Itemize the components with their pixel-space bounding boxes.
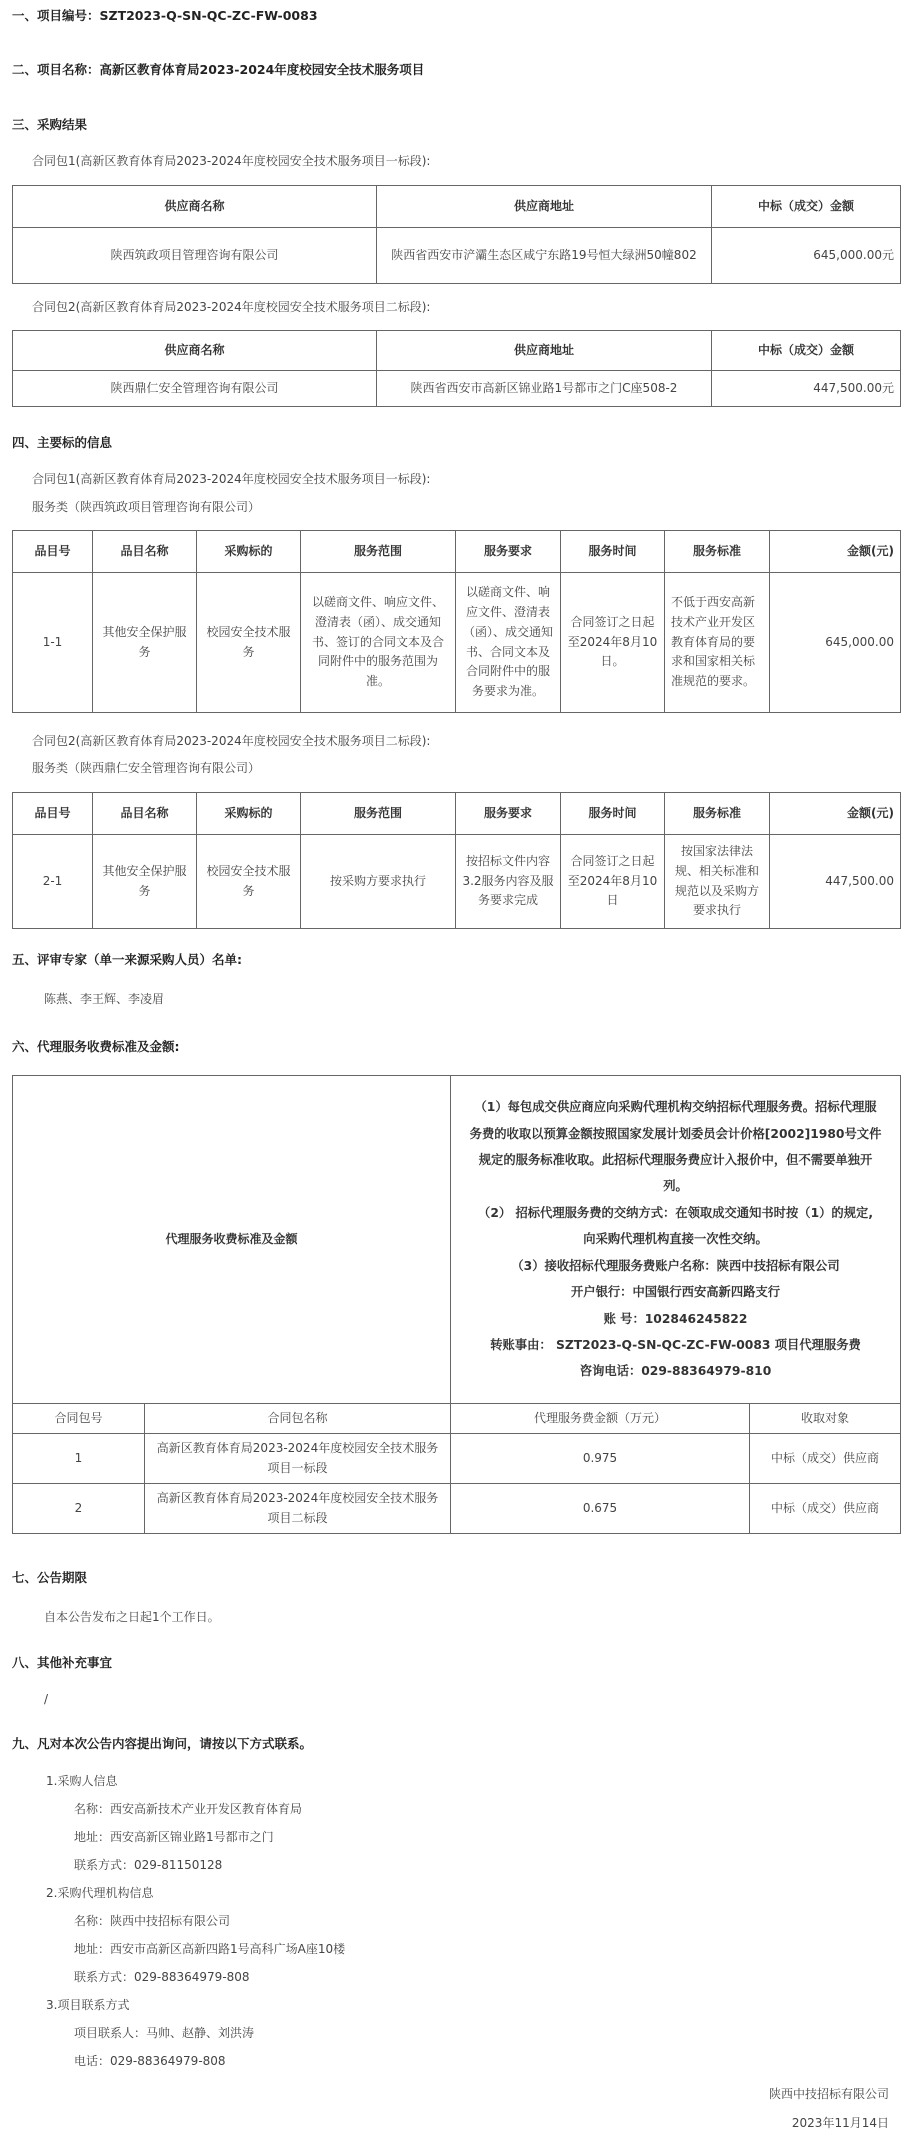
supplier-name: 陕西鼎仁安全管理咨询有限公司 [13, 371, 377, 407]
buyer-phone: 联系方式：029-81150128 [74, 1858, 223, 1872]
th-award-amount: 中标（成交）金额 [712, 186, 901, 228]
s4-pkg2-table [12, 792, 901, 929]
th-service-requirement: 服务要求 [456, 531, 561, 573]
project-name-label: 二、项目名称： [12, 62, 100, 77]
service-requirement: 以磋商文件、响应文件、澄清表（函）、成交通知书、合同文本及合同附件中的服务要求为准。 [456, 573, 561, 713]
section-7-title: 七、公告期限 [12, 1570, 88, 1585]
supplier-address: 陕西省西安市高新区锦业路1号都市之门C座508-2 [377, 371, 712, 407]
fee-standard-label: 代理服务收费标准及金额 [13, 1076, 451, 1404]
service-time: 合同签订之日起至2024年8月10日。 [561, 573, 665, 713]
th-service-scope: 服务范围 [301, 793, 456, 835]
package-name: 高新区教育体育局2023-2024年度校园安全技术服务项目二标段 [145, 1484, 451, 1534]
fee-amount: 0.975 [451, 1434, 750, 1484]
s4-pkg1-category: 服务类（陕西筑政项目管理咨询有限公司） [32, 500, 261, 514]
agent-address: 地址：西安市高新区高新四路1号高科广场A座10楼 [74, 1942, 346, 1956]
th-item-no: 品目号 [13, 793, 93, 835]
service-scope: 以磋商文件、响应文件、澄清表（函）、成交通知书、签订的合同文本及合同附件中的服务范围为准。 [301, 573, 456, 713]
fee-line: 开户银行：中国银行西安高新四路支行 [570, 1285, 781, 1300]
th-item-name: 品目名称 [93, 531, 197, 573]
package-name: 高新区教育体育局2023-2024年度校园安全技术服务项目一标段 [145, 1434, 451, 1484]
section-6-title: 六、代理服务收费标准及金额: [12, 1039, 180, 1054]
th-supplier-name: 供应商名称 [13, 186, 377, 228]
th-service-requirement: 服务要求 [456, 793, 561, 835]
th-supplier-address: 供应商地址 [377, 331, 712, 371]
notice-period: 自本公告发布之日起1个工作日。 [44, 1610, 220, 1624]
award-amount: 645,000.00元 [712, 228, 901, 284]
th-supplier-name: 供应商名称 [13, 331, 377, 371]
s4-pkg2-intro: 合同包2(高新区教育体育局2023-2024年度校园安全技术服务项目二标段): [32, 734, 431, 748]
buyer-address: 地址：西安高新区锦业路1号都市之门 [74, 1830, 274, 1844]
project-number [12, 6, 318, 24]
s3-pkg1-table [12, 185, 901, 284]
agent-heading: 2.采购代理机构信息 [46, 1886, 154, 1900]
project-number-value: SZT2023-Q-SN-QC-ZC-FW-0083 [99, 8, 318, 23]
fee-line: 务费的收取以预算金额按照国家发展计划委员会计价格[2002]1980号文件 [469, 1126, 882, 1141]
item-name: 其他安全保护服务 [93, 573, 197, 713]
s3-pkg2-intro: 合同包2(高新区教育体育局2023-2024年度校园安全技术服务项目二标段): [32, 300, 431, 314]
th-fee-payer: 收取对象 [750, 1404, 901, 1434]
th-amount: 金额(元) [770, 531, 901, 573]
item-no: 1-1 [13, 573, 93, 713]
award-amount: 447,500.00元 [712, 371, 901, 407]
s4-pkg1-intro: 合同包1(高新区教育体育局2023-2024年度校园安全技术服务项目一标段): [32, 472, 431, 486]
service-time: 合同签订之日起至2024年8月10日 [561, 835, 665, 929]
amount: 645,000.00 [770, 573, 901, 713]
item-name: 其他安全保护服务 [93, 835, 197, 929]
project-name-value: 高新区教育体育局2023-2024年度校园安全技术服务项目 [99, 62, 425, 77]
th-service-scope: 服务范围 [301, 531, 456, 573]
th-amount: 金额(元) [770, 793, 901, 835]
fee-line: 列。 [663, 1179, 688, 1194]
project-phone: 电话：029-88364979-808 [74, 2054, 226, 2068]
s4-pkg1-table [12, 530, 901, 713]
expert-names: 陈燕、李王辉、李凌眉 [44, 992, 165, 1006]
section-5-title: 五、评审专家（单一来源采购人员）名单: [12, 952, 242, 967]
supplier-name: 陕西筑政项目管理咨询有限公司 [13, 228, 377, 284]
th-fee-amount: 代理服务费金额（万元） [451, 1404, 750, 1434]
th-procurement-subject: 采购标的 [197, 793, 301, 835]
agency-fee-table [12, 1075, 901, 1534]
fee-line: 向采购代理机构直接一次性交纳。 [583, 1232, 768, 1247]
project-contacts: 项目联系人：马帅、赵静、刘洪涛 [74, 2026, 255, 2040]
service-standard: 按国家法律法规、相关标准和规范以及采购方要求执行 [665, 835, 770, 929]
fee-line: （2） 招标代理服务费的交纳方式：在领取成交通知书时按（1）的规定, [478, 1205, 873, 1220]
th-award-amount: 中标（成交）金额 [712, 331, 901, 371]
service-requirement: 按招标文件内容3.2服务内容及服务要求完成 [456, 835, 561, 929]
project-name [12, 60, 424, 78]
agent-name: 名称：陕西中技招标有限公司 [74, 1914, 231, 1928]
section-8-title: 八、其他补充事宜 [12, 1655, 113, 1670]
fee-amount: 0.675 [451, 1484, 750, 1534]
fee-line: 转账事由： SZT2023-Q-SN-QC-ZC-FW-0083 项目代理服务费 [490, 1338, 861, 1353]
project-number-label: 一、项目编号： [12, 8, 100, 23]
buyer-heading: 1.采购人信息 [46, 1774, 118, 1788]
th-service-standard: 服务标准 [665, 531, 770, 573]
footer-org: 陕西中技招标有限公司 [768, 2087, 889, 2101]
s3-pkg2-table [12, 330, 901, 407]
supplier-address: 陕西省西安市浐灞生态区咸宁东路19号恒大绿洲50幢802 [377, 228, 712, 284]
section-4-title: 四、主要标的信息 [12, 435, 113, 450]
agent-phone: 联系方式：029-88364979-808 [74, 1970, 250, 1984]
section-9-title: 九、凡对本次公告内容提出询问，请按以下方式联系。 [12, 1736, 313, 1751]
s3-pkg1-intro: 合同包1(高新区教育体育局2023-2024年度校园安全技术服务项目一标段): [32, 154, 431, 168]
th-package-name: 合同包名称 [145, 1404, 451, 1434]
fee-standard-text [451, 1076, 901, 1404]
fee-payer: 中标（成交）供应商 [750, 1434, 901, 1484]
procurement-subject: 校园安全技术服务 [197, 835, 301, 929]
th-item-name: 品目名称 [93, 793, 197, 835]
footer-date: 2023年11月14日 [791, 2116, 889, 2130]
fee-line: 账 号：102846245822 [603, 1311, 748, 1326]
package-no: 1 [13, 1434, 145, 1484]
project-contact-heading: 3.项目联系方式 [46, 1998, 130, 2012]
item-no: 2-1 [13, 835, 93, 929]
section-3-title: 三、采购结果 [12, 117, 88, 132]
fee-line: 咨询电话：029-88364979-810 [579, 1364, 772, 1379]
fee-line: （3）接收招标代理服务费账户名称：陕西中技招标有限公司 [511, 1258, 840, 1273]
th-service-standard: 服务标准 [665, 793, 770, 835]
package-no: 2 [13, 1484, 145, 1534]
fee-line: （1）每包成交供应商应向采购代理机构交纳招标代理服务费。招标代理服 [474, 1100, 877, 1115]
th-service-time: 服务时间 [561, 793, 665, 835]
amount: 447,500.00 [770, 835, 901, 929]
th-package-no: 合同包号 [13, 1404, 145, 1434]
th-supplier-address: 供应商地址 [377, 186, 712, 228]
th-procurement-subject: 采购标的 [197, 531, 301, 573]
procurement-subject: 校园安全技术服务 [197, 573, 301, 713]
other-notes: / [44, 1692, 49, 1706]
buyer-name: 名称：西安高新技术产业开发区教育体育局 [74, 1802, 303, 1816]
service-scope: 按采购方要求执行 [301, 835, 456, 929]
service-standard: 不低于西安高新技术产业开发区教育体育局的要求和国家相关标准规范的要求。 [665, 573, 770, 713]
th-service-time: 服务时间 [561, 531, 665, 573]
fee-payer: 中标（成交）供应商 [750, 1484, 901, 1534]
s4-pkg2-category: 服务类（陕西鼎仁安全管理咨询有限公司） [32, 761, 261, 775]
fee-line: 规定的服务标准收取。此招标代理服务费应计入报价中，但不需要单独开 [478, 1152, 873, 1167]
th-item-no: 品目号 [13, 531, 93, 573]
